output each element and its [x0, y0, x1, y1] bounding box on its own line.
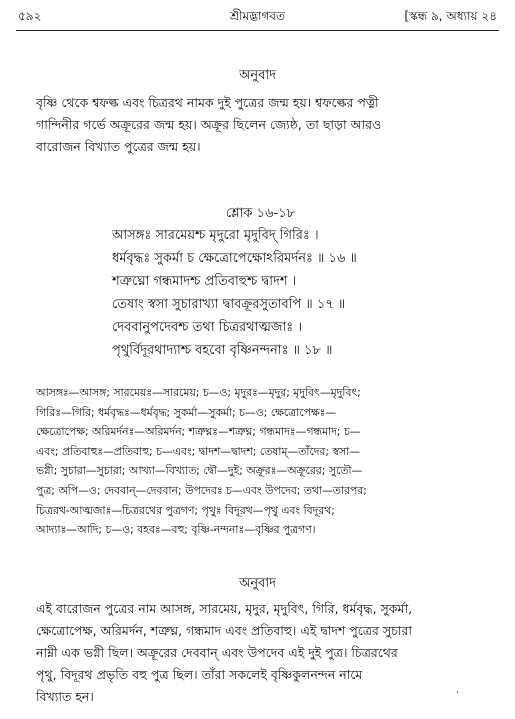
synonym-line: আসঙ্গঃ—আসঙ্গ; সারমেয়ঃ—সারমেয়; চ—ও; মৃদুরঃ—মৃদুর; মৃদুবিৎ—মৃদুবিৎ;: [36, 386, 361, 399]
text-line: পৃথু, বিদূরথ প্রভৃতি বহু পুত্র ছিল। তাঁরা সকলেই বৃষ্ণিকুলনন্দন নামে: [36, 667, 363, 682]
page-header: [18, 8, 497, 28]
verse-line: আসঙ্গঃ সারমেয়শ্চ মৃদুরো মৃদুবিদ্ গিরিঃ ।: [112, 228, 319, 243]
synonym-line: গিরিঃ—গিরি; ধর্মবৃদ্ধঃ—ধর্মবৃদ্ধ; সুকর্মা—সুকর্মা; চ—ও; ক্ষেত্রোপেক্ষঃ—: [36, 405, 337, 419]
synonym-line: আদ্যাঃ—আদি; চ—ও; বহবঃ—বহু; বৃষ্ণি-নন্দনাঃ—বৃষ্ণির পুত্রগণ।: [36, 523, 316, 537]
synonym-line: ক্ষেত্রোপেক্ষ; অরিমর্দনঃ—অরিমর্দন; শত্রুঘ্নঃ—শত্রুঘ্ন; গন্ধমাদঃ—গন্ধমাদ; চ—: [36, 425, 361, 439]
synonym-line: ভগ্নী; সুচারা—সুচারা; আখ্যা—বিখ্যাত; দ্বৌ—দুই; অক্রূরঃ—অক্রূরের; সুতৌ—: [36, 464, 363, 478]
text-line: গান্দিনীর গর্ভে অক্রূরের জন্ম হয়। অক্রূর ছিলেন জ্যেষ্ঠ, তা ছাড়া আরও: [36, 117, 382, 132]
synonyms-block: [36, 383, 499, 540]
scan-speck: ·: [456, 688, 460, 699]
page-number: ৫৯২: [18, 9, 42, 23]
synonym-line: এবং; প্রতিবাহুঃ—প্রতিবাহু; চ—এবং; দ্বাদশ—দ্বাদশ; তেষাম্—তাঁদের; স্বসা—: [36, 444, 361, 458]
translation-heading: অনুবাদ: [239, 68, 276, 83]
verse-line: শত্রুঘ্নো গন্ধমাদশ্চ প্রতিবাহুশ্চ দ্বাদশ ।: [112, 274, 297, 289]
text-line: নাম্নী এক ভগ্নী ছিল। অক্রূরের দেববান্ এবং উপদেব এই দুই পুত্র। চিত্ররথের: [36, 645, 398, 660]
chapter-reference: [স্কন্ধ ৯, অধ্যায় ২৪: [404, 9, 497, 23]
verse-line: তেষাং স্বসা সুচারাখ্যা দ্বাবক্রূরসুতাবপি ॥ ১৭ ॥: [112, 297, 346, 312]
text-line: বৃষ্ণি থেকে শ্বফল্ক এবং চিত্ররথ নামক দুই পুত্রের জন্ম হয়। শ্বফল্কের পত্নী: [36, 95, 379, 110]
text-line: এই বারোজন পুত্রের নাম আসঙ্গ, সারমেয়, মৃদুর, মৃদুবিৎ, গিরি, ধর্মবৃদ্ধ, সুকর্মা,: [36, 601, 413, 616]
header-rule: [16, 30, 499, 31]
verse-block: [112, 224, 495, 362]
text-line: বারোজন বিখ্যাত পুত্রের জন্ম হয়।: [36, 139, 201, 154]
synonym-line: পুত্র; অপি—ও; দেববান্—দেববান; উপদেবঃ চ—এবং উপদেব; তথা—তারপর;: [36, 483, 367, 497]
verse-heading: শ্লোক ১৬-১৮: [225, 206, 296, 221]
translation-heading: অনুবাদ: [239, 576, 276, 591]
translation-paragraph: [36, 598, 499, 708]
translation-paragraph: [36, 92, 499, 158]
text-line: বিখ্যাত হন।: [36, 689, 94, 704]
book-title: শ্রীমদ্ভাগবত: [229, 9, 285, 23]
synonym-line: চিত্ররথ-আত্মজাঃ—চিত্ররথের পুত্রগণ; পৃথুঃ বিদূরথ—পৃথু এবং বিদূরথ;: [36, 503, 335, 517]
verse-line: ধর্মবৃদ্ধঃ সুকর্মা চ ক্ষেত্রোপেক্ষোঽরিমর্দনঃ ॥ ১৬ ॥: [112, 251, 357, 266]
verse-line: দেববানুপদেবশ্চ তথা চিত্ররথাত্মজাঃ ।: [112, 320, 303, 335]
verse-line: পৃথুর্বিদূরথাদ্যাশ্চ বহবো বৃষ্ণিনন্দনাঃ ॥ ১৮ ॥: [112, 343, 333, 358]
text-line: ক্ষেত্রোপেক্ষ, অরিমর্দন, শত্রুঘ্ন, গন্ধমাদ এবং প্রতিবাহু। এই দ্বাদশ পুত্রের সুচারা: [36, 623, 412, 638]
